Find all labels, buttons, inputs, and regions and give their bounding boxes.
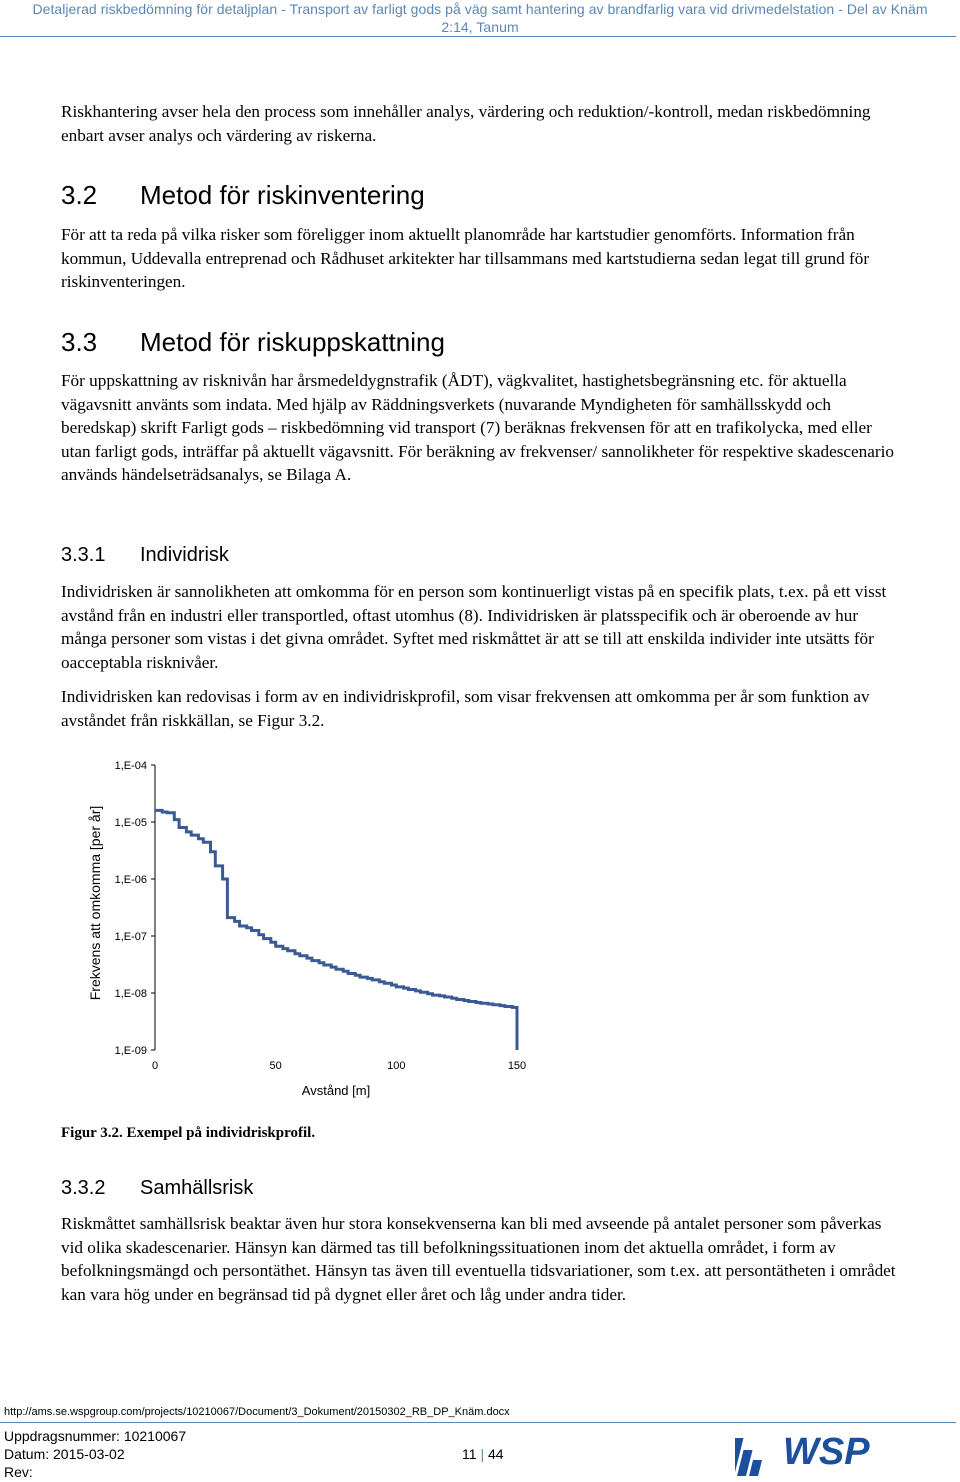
page-number	[462, 1446, 504, 1462]
current-page: 11	[462, 1446, 477, 1462]
document-path: http://ams.se.wspgroup.com/projects/10210067/Document/3_Dokument/20150302_RB_DP_Knäm.docx	[4, 1406, 510, 1418]
logo-wordmark: WSP	[783, 1431, 870, 1473]
y-tick-label: 1,E-09	[114, 1045, 147, 1057]
total-pages: 44	[487, 1446, 504, 1462]
header-line-2: 2:14, Tanum	[441, 19, 519, 35]
header-line-1: Detaljerad riskbedömning för detaljplan - Transport av farligt gods på väg samt hantering av brandfarlig vara vid drivmedelstation - Del av Knäm	[32, 1, 928, 17]
y-axis-label: Frekvens att omkomma [per år]	[87, 805, 103, 1001]
heading-title: Metod för riskuppskattning	[140, 327, 445, 357]
heading-3-3	[61, 327, 445, 357]
assignment-number: Uppdragsnummer: 10210067	[4, 1428, 187, 1444]
document-date: Datum: 2015-03-02	[4, 1446, 125, 1462]
x-axis-label: Avstånd [m]	[301, 1083, 371, 1098]
y-tick-label: 1,E-04	[114, 760, 147, 772]
revision: Rev:	[4, 1464, 33, 1480]
section-3-2-body: För att ta reda på vilka risker som föreligger inom aktuellt planområde har kartstudier genomförts. Information från kommun, Uddevalla entreprenad och Rådhuset arkitekter har tillsammans med kartstudierna sedan legat till grund för riskinventeringen.	[61, 225, 870, 291]
y-tick-label: 1,E-08	[114, 988, 147, 1000]
heading-number: 3.3	[61, 327, 98, 357]
series-line	[155, 810, 517, 1050]
section-3-3-1-paragraph-1: Individrisken är sannolikheten att omkomma för en person som kontinuerligt vistas på en specifik plats, t.ex. på ett visst avstånd från en industri eller transportled, oftast utomhus (8). Individrisken är platsspecifik och är oberoende av hur många personer som vistas i det givna området. Syftet med riskmåttet är att se till att enskilda individer inte utsätts för oacceptabla risknivåer.	[61, 582, 887, 672]
page-separator: |	[480, 1446, 485, 1462]
section-3-3-body: För uppskattning av risknivån har årsmedeldygnstrafik (ÅDT), vägkvalitet, hastighetsbegränsning etc. för aktuella vägavsnitt använts som indata. Med hjälp av Räddningsverkets (nuvarande Myndigheten för samhällsskydd och beredskap) skrift Farligt gods – riskbedömning vid transport (7) beräknas frekvensen för att en trafikolycka, med eller utan farligt gods, inträffar på aktuellt vägavsnitt. För beräkning av frekvenser/ sannolikheter för respektive skadescenario används händelseträdsanalys, se Bilaga A.	[61, 371, 894, 484]
heading-3-2	[61, 180, 425, 210]
individual-risk-chart	[80, 750, 550, 1105]
heading-3-3-1	[61, 543, 229, 567]
logo-mark-bar-3	[749, 1460, 762, 1476]
section-3-3-1-paragraph-2: Individrisken kan redovisas i form av en individriskprofil, som visar frekvensen att omkomma per år som funktion av avståndet från riskkällan, se Figur 3.2.	[61, 687, 870, 730]
y-tick-label: 1,E-07	[114, 931, 147, 943]
heading-title: Metod för riskinventering	[140, 180, 425, 210]
section-3-3-2-body: Riskmåttet samhällsrisk beaktar även hur stora konsekvenserna kan bli med avseende på antalet personer som påverkas vid olika skadescenarier. Hänsyn kan därmed tas till befolkningssituationen inom det aktuella området, i form av befolkningsmängd och persontäthet. Hänsyn tas även till eventuella tidsvariationer, som t.ex. att persontätheten i området kan vara hög under en begränsad tid på dygnet eller året och låg under andra tider.	[61, 1214, 896, 1304]
header-divider	[0, 36, 956, 37]
figure-caption: Figur 3.2. Exempel på individriskprofil.	[61, 1125, 316, 1141]
x-tick-label: 0	[151, 1060, 159, 1072]
y-tick-label: 1,E-06	[114, 874, 147, 886]
heading-title: Samhällsrisk	[140, 1177, 254, 1199]
heading-title: Individrisk	[140, 544, 229, 566]
heading-number: 3.3.1	[61, 544, 106, 566]
running-header	[0, 0, 960, 36]
x-tick-label: 150	[507, 1060, 527, 1072]
wsp-logo	[735, 1420, 895, 1480]
x-tick-label: 50	[269, 1060, 282, 1072]
x-tick-label: 100	[387, 1060, 406, 1072]
heading-3-3-2	[61, 1176, 253, 1200]
y-tick-label: 1,E-05	[114, 817, 147, 829]
heading-number: 3.3.2	[61, 1177, 106, 1199]
intro-paragraph: Riskhantering avser hela den process som innehåller analys, värdering och reduktion/-kontroll, medan riskbedömning enbart avser analys och värdering av riskerna.	[61, 102, 871, 145]
heading-number: 3.2	[61, 180, 98, 210]
